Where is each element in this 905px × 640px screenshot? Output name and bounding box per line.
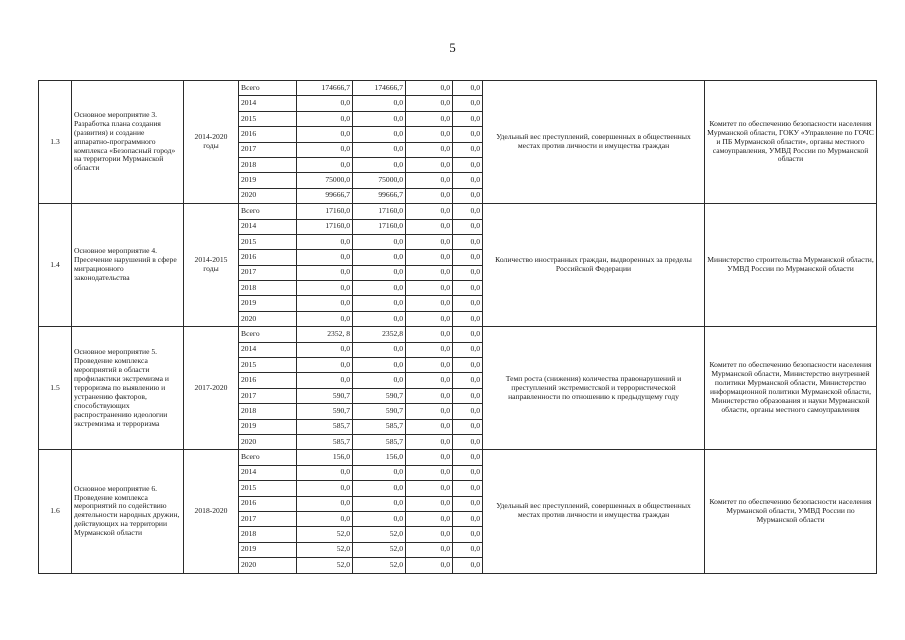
funding-value-v2: 17160,0 <box>353 219 406 234</box>
funding-value-v2: 52,0 <box>353 527 406 542</box>
funding-value-v4: 0,0 <box>453 450 483 465</box>
activity-period: 2014-2020 годы <box>184 81 239 204</box>
funding-value-v2: 0,0 <box>353 511 406 526</box>
funding-value-v4: 0,0 <box>453 173 483 188</box>
year-cell: 2018 <box>239 281 297 296</box>
funding-value-v1: 156,0 <box>297 450 353 465</box>
funding-value-v2: 75000,0 <box>353 173 406 188</box>
funding-value-v1: 17160,0 <box>297 219 353 234</box>
funding-value-v3: 0,0 <box>406 327 453 342</box>
funding-value-v1: 52,0 <box>297 542 353 557</box>
funding-value-v3: 0,0 <box>406 157 453 172</box>
funding-value-v1: 0,0 <box>297 511 353 526</box>
funding-value-v4: 0,0 <box>453 527 483 542</box>
year-cell: 2017 <box>239 388 297 403</box>
funding-value-v3: 0,0 <box>406 542 453 557</box>
funding-value-v2: 0,0 <box>353 234 406 249</box>
funding-value-v2: 52,0 <box>353 558 406 573</box>
funding-value-v3: 0,0 <box>406 281 453 296</box>
activity-period: 2018-2020 <box>184 450 239 573</box>
funding-value-v1: 0,0 <box>297 127 353 142</box>
responsible-executors: Комитет по обеспечению безопасности населения Мурманской области, ГОКУ «Управление по ГОЧС и ПБ Мурманской области», органы местного самоуправления, УМВД России по Мурманской области <box>705 81 877 204</box>
funding-value-v1: 0,0 <box>297 296 353 311</box>
funding-value-v3: 0,0 <box>406 250 453 265</box>
funding-value-v2: 0,0 <box>353 127 406 142</box>
funding-value-v1: 52,0 <box>297 558 353 573</box>
year-cell: Всего <box>239 327 297 342</box>
funding-value-v3: 0,0 <box>406 465 453 480</box>
year-cell: 2014 <box>239 342 297 357</box>
funding-value-v4: 0,0 <box>453 434 483 449</box>
funding-value-v4: 0,0 <box>453 281 483 296</box>
year-cell: 2015 <box>239 234 297 249</box>
year-cell: 2018 <box>239 404 297 419</box>
activity-number: 1.3 <box>39 81 72 204</box>
funding-value-v2: 0,0 <box>353 373 406 388</box>
funding-value-v1: 590,7 <box>297 404 353 419</box>
funding-value-v4: 0,0 <box>453 496 483 511</box>
funding-value-v2: 156,0 <box>353 450 406 465</box>
funding-value-v1: 0,0 <box>297 465 353 480</box>
funding-value-v3: 0,0 <box>406 234 453 249</box>
funding-value-v1: 0,0 <box>297 496 353 511</box>
responsible-executors: Комитет по обеспечению безопасности населения Мурманской области, УМВД России по Мурманской области <box>705 450 877 573</box>
funding-value-v4: 0,0 <box>453 219 483 234</box>
funding-value-v4: 0,0 <box>453 265 483 280</box>
table-row <box>39 327 877 342</box>
funding-value-v1: 99666,7 <box>297 188 353 203</box>
funding-value-v1: 0,0 <box>297 373 353 388</box>
funding-value-v4: 0,0 <box>453 558 483 573</box>
funding-value-v4: 0,0 <box>453 511 483 526</box>
funding-value-v1: 0,0 <box>297 481 353 496</box>
table-row <box>39 204 877 219</box>
year-cell: 2016 <box>239 496 297 511</box>
activity-name: Основное мероприятие 3. Разработка плана создания (развития) и создание аппаратно-программного комплекса «Безопасный город» на территории Мурманской области <box>72 81 184 204</box>
funding-value-v2: 0,0 <box>353 481 406 496</box>
funding-value-v4: 0,0 <box>453 127 483 142</box>
funding-value-v4: 0,0 <box>453 342 483 357</box>
year-cell: 2016 <box>239 250 297 265</box>
activity-number: 1.4 <box>39 204 72 327</box>
funding-value-v1: 0,0 <box>297 342 353 357</box>
funding-value-v2: 0,0 <box>353 157 406 172</box>
year-cell: Всего <box>239 81 297 96</box>
funding-value-v4: 0,0 <box>453 81 483 96</box>
target-indicator: Количество иностранных граждан, выдворенных за пределы Российской Федерации <box>483 204 705 327</box>
funding-value-v3: 0,0 <box>406 511 453 526</box>
funding-value-v1: 0,0 <box>297 250 353 265</box>
funding-value-v3: 0,0 <box>406 404 453 419</box>
year-cell: 2019 <box>239 542 297 557</box>
funding-value-v1: 2352, 8 <box>297 327 353 342</box>
funding-value-v4: 0,0 <box>453 157 483 172</box>
funding-value-v3: 0,0 <box>406 127 453 142</box>
year-cell: Всего <box>239 204 297 219</box>
funding-value-v3: 0,0 <box>406 342 453 357</box>
funding-value-v4: 0,0 <box>453 204 483 219</box>
funding-value-v3: 0,0 <box>406 527 453 542</box>
table-row <box>39 81 877 96</box>
funding-value-v2: 0,0 <box>353 311 406 326</box>
funding-value-v3: 0,0 <box>406 188 453 203</box>
funding-value-v3: 0,0 <box>406 481 453 496</box>
target-indicator: Удельный вес преступлений, совершенных в общественных местах против личности и имущества граждан <box>483 450 705 573</box>
year-cell: 2014 <box>239 219 297 234</box>
funding-value-v2: 590,7 <box>353 388 406 403</box>
page-number: 5 <box>449 40 456 55</box>
funding-value-v3: 0,0 <box>406 265 453 280</box>
funding-value-v4: 0,0 <box>453 250 483 265</box>
funding-value-v1: 0,0 <box>297 234 353 249</box>
funding-value-v3: 0,0 <box>406 450 453 465</box>
funding-value-v4: 0,0 <box>453 419 483 434</box>
year-cell: 2020 <box>239 311 297 326</box>
funding-value-v2: 0,0 <box>353 496 406 511</box>
funding-value-v3: 0,0 <box>406 111 453 126</box>
funding-value-v2: 585,7 <box>353 434 406 449</box>
funding-value-v3: 0,0 <box>406 358 453 373</box>
activity-name: Основное мероприятие 4. Пресечение нарушений в сфере миграционного законодательства <box>72 204 184 327</box>
funding-value-v3: 0,0 <box>406 96 453 111</box>
funding-value-v4: 0,0 <box>453 388 483 403</box>
activity-number: 1.6 <box>39 450 72 573</box>
funding-value-v1: 585,7 <box>297 434 353 449</box>
funding-value-v2: 2352,8 <box>353 327 406 342</box>
year-cell: 2020 <box>239 434 297 449</box>
year-cell: 2019 <box>239 296 297 311</box>
year-cell: 2015 <box>239 481 297 496</box>
funding-value-v1: 0,0 <box>297 157 353 172</box>
year-cell: 2015 <box>239 111 297 126</box>
funding-value-v1: 0,0 <box>297 111 353 126</box>
funding-value-v4: 0,0 <box>453 142 483 157</box>
year-cell: 2018 <box>239 527 297 542</box>
funding-value-v1: 0,0 <box>297 96 353 111</box>
funding-value-v2: 17160,0 <box>353 204 406 219</box>
year-cell: 2016 <box>239 373 297 388</box>
funding-value-v3: 0,0 <box>406 496 453 511</box>
funding-value-v4: 0,0 <box>453 373 483 388</box>
activity-name: Основное мероприятие 5. Проведение комплекса мероприятий в области профилактики экстремизма и терроризма по выявлению и устранению факторов, способствующих распространению идеологии экстремизма и терроризма <box>72 327 184 450</box>
target-indicator: Удельный вес преступлений, совершенных в общественных местах против личности и имущества граждан <box>483 81 705 204</box>
year-cell: 2014 <box>239 96 297 111</box>
funding-value-v4: 0,0 <box>453 296 483 311</box>
funding-value-v3: 0,0 <box>406 434 453 449</box>
funding-value-v3: 0,0 <box>406 173 453 188</box>
funding-value-v4: 0,0 <box>453 327 483 342</box>
funding-value-v3: 0,0 <box>406 142 453 157</box>
activity-period: 2017-2020 <box>184 327 239 450</box>
funding-value-v3: 0,0 <box>406 81 453 96</box>
year-cell: 2020 <box>239 188 297 203</box>
funding-value-v4: 0,0 <box>453 358 483 373</box>
activity-number: 1.5 <box>39 327 72 450</box>
funding-value-v1: 0,0 <box>297 265 353 280</box>
year-cell: 2018 <box>239 157 297 172</box>
funding-value-v1: 590,7 <box>297 388 353 403</box>
funding-value-v3: 0,0 <box>406 388 453 403</box>
funding-value-v4: 0,0 <box>453 481 483 496</box>
funding-value-v2: 0,0 <box>353 265 406 280</box>
funding-value-v3: 0,0 <box>406 219 453 234</box>
funding-value-v2: 99666,7 <box>353 188 406 203</box>
funding-value-v2: 52,0 <box>353 542 406 557</box>
funding-value-v2: 0,0 <box>353 96 406 111</box>
year-cell: 2019 <box>239 419 297 434</box>
funding-value-v4: 0,0 <box>453 311 483 326</box>
funding-value-v1: 0,0 <box>297 358 353 373</box>
year-cell: 2017 <box>239 511 297 526</box>
funding-value-v3: 0,0 <box>406 311 453 326</box>
funding-value-v3: 0,0 <box>406 204 453 219</box>
funding-value-v1: 0,0 <box>297 281 353 296</box>
funding-value-v1: 174666,7 <box>297 81 353 96</box>
funding-value-v1: 52,0 <box>297 527 353 542</box>
funding-value-v2: 0,0 <box>353 465 406 480</box>
year-cell: 2016 <box>239 127 297 142</box>
funding-value-v4: 0,0 <box>453 404 483 419</box>
funding-value-v2: 0,0 <box>353 281 406 296</box>
year-cell: 2014 <box>239 465 297 480</box>
year-cell: 2019 <box>239 173 297 188</box>
funding-value-v4: 0,0 <box>453 188 483 203</box>
funding-value-v3: 0,0 <box>406 419 453 434</box>
funding-value-v1: 17160,0 <box>297 204 353 219</box>
funding-value-v2: 0,0 <box>353 142 406 157</box>
activity-name: Основное мероприятие 6. Проведение комплекса мероприятий по содействию деятельности народных дружин, действующих на территории Мурманской области <box>72 450 184 573</box>
funding-value-v3: 0,0 <box>406 373 453 388</box>
year-cell: 2017 <box>239 142 297 157</box>
program-activities-table <box>38 80 877 574</box>
funding-value-v2: 590,7 <box>353 404 406 419</box>
activity-period: 2014-2015 годы <box>184 204 239 327</box>
funding-value-v3: 0,0 <box>406 296 453 311</box>
funding-value-v2: 0,0 <box>353 296 406 311</box>
funding-value-v1: 0,0 <box>297 311 353 326</box>
funding-value-v2: 174666,7 <box>353 81 406 96</box>
responsible-executors: Министерство строительства Мурманской области, УМВД России по Мурманской области <box>705 204 877 327</box>
table-row <box>39 450 877 465</box>
funding-value-v1: 0,0 <box>297 142 353 157</box>
funding-value-v2: 0,0 <box>353 358 406 373</box>
funding-value-v2: 0,0 <box>353 111 406 126</box>
year-cell: 2015 <box>239 358 297 373</box>
responsible-executors: Комитет по обеспечению безопасности населения Мурманской области, Министерство внутренней политики Мурманской области, Министерство информационной политики Мурманской области, Министерство образования и науки Мурманской области, органы местного самоуправления <box>705 327 877 450</box>
funding-value-v2: 0,0 <box>353 250 406 265</box>
funding-value-v1: 75000,0 <box>297 173 353 188</box>
year-cell: Всего <box>239 450 297 465</box>
target-indicator: Темп роста (снижения) количества правонарушений и преступлений экстремистской и террористической направленности по отношению к предыдущему году <box>483 327 705 450</box>
funding-value-v2: 585,7 <box>353 419 406 434</box>
funding-value-v1: 585,7 <box>297 419 353 434</box>
funding-value-v4: 0,0 <box>453 465 483 480</box>
funding-value-v2: 0,0 <box>353 342 406 357</box>
funding-value-v4: 0,0 <box>453 111 483 126</box>
funding-value-v3: 0,0 <box>406 558 453 573</box>
funding-value-v4: 0,0 <box>453 234 483 249</box>
year-cell: 2020 <box>239 558 297 573</box>
funding-value-v4: 0,0 <box>453 542 483 557</box>
funding-value-v4: 0,0 <box>453 96 483 111</box>
year-cell: 2017 <box>239 265 297 280</box>
